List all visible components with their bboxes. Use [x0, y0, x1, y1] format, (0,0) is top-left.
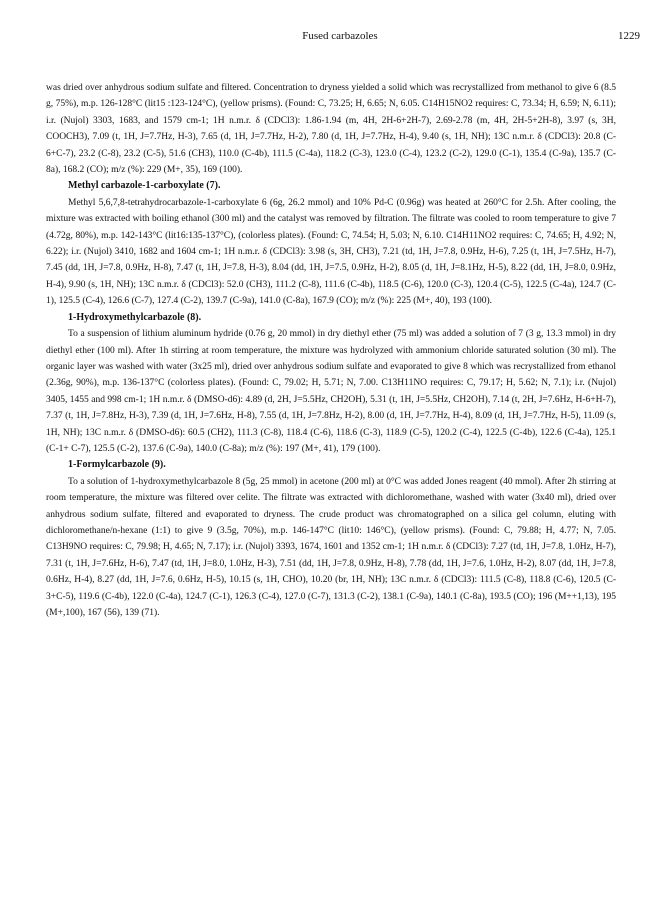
running-title: Fused carbazoles	[302, 30, 378, 42]
paragraph-compound-6-data: was dried over anhydrous sodium sulfate and filtered. Concentration to dryness yielded a solid which was recrystallized from methanol to give 6 (8.5 g, 75%), m.p. 126-128°C (lit15 :123-124°C), (yellow prisms). (Found: C, 73.25; H, 6.65; N, 6.05. C14H15NO2 requires: C, 73.34; H, 6.59; N, 6.11); i.r. (Nujol) 3303, 1683, and 1579 cm-1; 1H n.m.r. δ (CDCl3): 1.86-1.94 (m, 4H, 2H-6+2H-7), 2.69-2.78 (m, 4H, 2H-5+2H-8), 3.97 (s, 3H, COOCH3), 7.09 (t, 1H, J=7.7Hz, H-3), 7.65 (d, 1H, J=7.7Hz, H-2), 7.80 (d, 1H, J=7.7Hz, H-4), 9.40 (s, 1H, NH); 13C n.m.r. δ (CDCl3): 20.8 (C-6+C-7), 23.2 (C-8), 23.2 (C-5), 51.6 (CH3), 110.0 (C-4b), 111.5 (C-4a), 118.2 (C-3), 123.0 (C-4), 123.2 (C-2), 129.0 (C-1), 135.4 (C-9a), 135.7 (C-8a), 168.2 (CO); m/z (%): 229 (M+, 35), 169 (100).	[46, 83, 616, 176]
heading-compound-9: 1-Formylcarbazole (9).	[68, 459, 166, 471]
running-head	[40, 30, 640, 46]
paragraph-compound-9: To a solution of 1-hydroxymethylcarbazole 8 (5g, 25 mmol) in acetone (200 ml) at 0°C was added Jones reagent (40 mmol). After 2h stirring at room temperature, the mixture was filtered over celite. The filtrate was extracted with dichloromethane, washed with water (3x40 ml), dried over anhydrous sodium sulfate, filtered and evaporated to dryness. The crude product was chromatographed on a silica gel column, eluting with dichloromethane/n-hexane (1:1) to give 9 (3.5g, 70%), m.p. 146-147°C (lit10: 146°C), (yellow prisms). (Found: C, 79.88; H, 4.77; N, 7.05. C13H9NO requires: C, 79.98; H, 4.65; N, 7.17); i.r. (Nujol) 3393, 1674, 1601 and 1352 cm-1; 1H n.m.r. δ (CDCl3): 7.27 (td, 1H, J=7.8, 1.0Hz, H-7), 7.31 (t, 1H, J=7.6Hz, H-6), 7.47 (td, 1H, J=8.0, 1.0Hz, H-3), 7.51 (dd, 1H, J=7.8, 0.9Hz, H-8), 7.78 (dd, 1H, J=7.6, 1.0Hz, H-2), 8.07 (dd, 1H, J=7.8, 0.6Hz, H-4), 8.27 (dd, 1H, J=7.6, 0.6Hz, H-5), 10.15 (s, 1H, CHO), 10.20 (br, 1H, NH); 13C n.m.r. δ (CDCl3): 111.5 (C-8), 118.8 (C-6), 120.5 (C-3+C-5), 119.6 (C-4b), 122.0 (C-4a), 124.7 (C-1), 126.3 (C-4), 127.0 (C-7), 131.3 (C-2), 138.1 (C-9a), 140.1 (C-8a), 193.5 (CO); 196 (M++1,13), 195 (M+,100), 167 (56), 139 (71).	[46, 476, 616, 618]
paragraph-compound-7: Methyl 5,6,7,8-tetrahydrocarbazole-1-carboxylate 6 (6g, 26.2 mmol) and 10% Pd-C (0.96g) was heated at 260°C for 2.5h. After cooling, the mixture was extracted with boiling ethanol (300 ml) and the catalyst was removed by filtration. The filtrate was cooled to room temperature to give 7 (4.72g, 80%), m.p. 142-143°C (lit16:135-137°C), (colorless plates). (Found: C, 74.54; H, 5.03; N, 6.10. C14H11NO2 requires: C, 74.65; H, 4.92; N, 6.22); i.r. (Nujol) 3410, 1682 and 1604 cm-1; 1H n.m.r. δ (CDCl3): 3.98 (s, 3H, CH3), 7.21 (td, 1H, J=7.8, 0.9Hz, H-6), 7.25 (t, 1H, J=7.5Hz, H-7), 7.45 (dd, 1H, J=7.8, 0.9Hz, H-8), 7.47 (t, 1H, J=7.8, H-3), 8.04 (dd, 1H, J=7.5, 0.9Hz, H-2), 8.05 (d, 1H, J=8.1Hz, H-5), 8.22 (dd, 1H, J=8.0, 0.9Hz, H-4), 9.90 (s, 1H, NH); 13C n.m.r. δ (CDCl3): 52.0 (CH3), 111.2 (C-8), 111.6 (C-4b), 118.5 (C-6), 120.0 (C-3), 120.4 (C-5), 122.5 (C-4a), 124.7 (C-1), 125.5 (C-4), 126.6 (C-7), 127.4 (C-2), 139.7 (C-9a), 141.0 (C-8a), 167.9 (CO); m/z (%): 225 (M+, 40), 193 (100).	[46, 197, 616, 307]
page-number: 1229	[618, 30, 640, 42]
heading-compound-8: 1-Hydroxymethylcarbazole (8).	[68, 311, 202, 323]
paragraph-compound-8: To a suspension of lithium aluminum hydride (0.76 g, 20 mmol) in dry diethyl ether (75 ml) was added a solution of 7 (3 g, 13.3 mmol) in dry diethyl ether (100 ml). After 1h stirring at room temperature, the mixture was hydrolyzed with ammonium chloride saturated solution (30 ml). The organic layer was washed with water (3x25 ml), dried over anhydrous sodium sulfate and evaporated to give 8 which was recrystallized from ethanol (2.36g, 90%), m.p. 136-137°C (colorless plates). (Found: C, 79.02; H, 5.71; N, 7.00. C13H11NO requires: C, 79.17; H, 5.62; N, 7.1); i.r. (Nujol) 3405, 1455 and 998 cm-1; 1H n.m.r. δ (DMSO-d6): 4.89 (d, 2H, J=5.5Hz, CH2OH), 5.31 (t, 1H, J=5.5Hz, CH2OH), 7.14 (t, 2H, J=7.6Hz, H-6+H-7), 7.37 (t, 1H, J=7.8Hz, H-3), 7.39 (d, 1H, J=7.6Hz, H-8), 7.55 (d, 1H, J=7.8Hz, H-2), 8.00 (d, 1H, J=7.7Hz, H-4), 8.09 (d, 1H, J=7.7Hz, H-5), 11.09 (s, 1H, NH); 13C n.m.r. δ (DMSO-d6): 60.5 (CH2), 111.3 (C-8), 118.4 (C-6), 118.6 (C-3), 118.9 (C-5), 120.2 (C-4), 122.5 (C-4b), 122.6 (C-4a), 125.1 (C-1+ C-7), 125.5 (C-2), 137.6 (C-9a), 140.0 (C-8a); m/z (%): 197 (M+, 41), 179 (100).	[46, 329, 616, 454]
experimental-section	[46, 80, 616, 621]
heading-compound-7: Methyl carbazole-1-carboxylate (7).	[68, 180, 221, 192]
